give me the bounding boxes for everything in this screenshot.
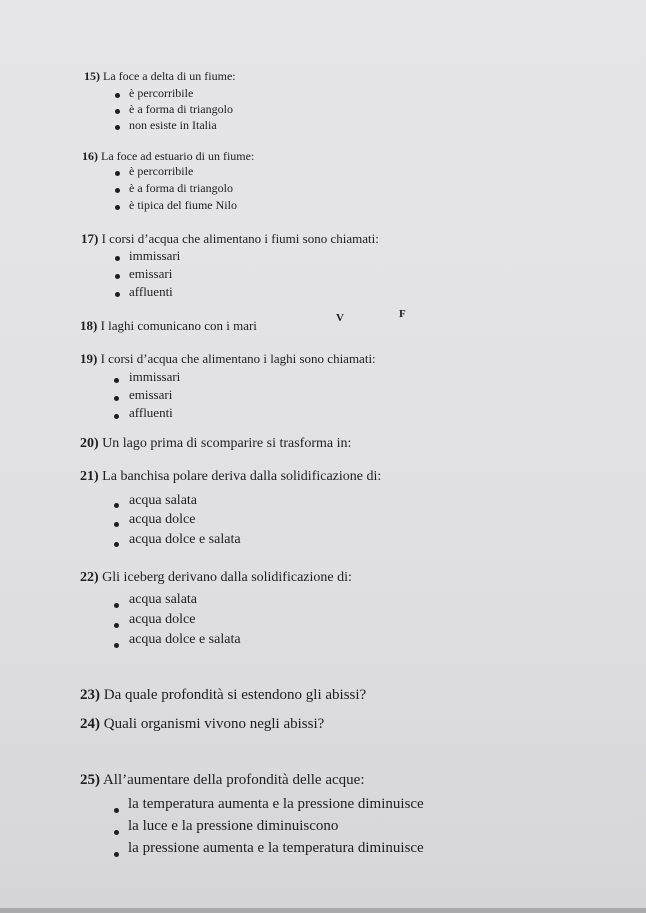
question-text: Da quale profondità si estendono gli abissi? xyxy=(103,687,367,703)
question-25-title xyxy=(80,772,365,789)
question-number: 25) xyxy=(80,772,100,788)
option: affluenti xyxy=(129,284,173,299)
question-text: La banchisa polare deriva dalla solidificazione di: xyxy=(102,469,382,484)
option: la temperatura aumenta e la pressione diminuisce xyxy=(128,796,424,812)
bullet-icon xyxy=(115,205,120,210)
option: affluenti xyxy=(129,405,173,420)
option: non esiste in Italia xyxy=(129,118,217,132)
option: è percorribile xyxy=(129,86,194,100)
bullet-icon xyxy=(114,830,119,835)
question-number: 23) xyxy=(80,687,100,703)
question-number: 20) xyxy=(80,436,99,451)
option: la luce e la pressione diminuiscono xyxy=(128,818,339,834)
question-text: Quali organismi vivono negli abissi? xyxy=(103,716,325,732)
question-19-title xyxy=(80,351,376,367)
paper-edge xyxy=(0,908,646,913)
question-text: I corsi d’acqua che alimentano i fiumi sono chiamati: xyxy=(101,231,379,246)
option: acqua dolce e salata xyxy=(129,532,241,547)
question-text: I laghi comunicano con i mari xyxy=(100,318,257,333)
option: acqua dolce xyxy=(129,512,196,527)
bullet-icon xyxy=(114,522,119,527)
question-text: La foce a delta di un fiume: xyxy=(103,69,236,83)
question-number: 17) xyxy=(81,231,99,246)
bullet-icon xyxy=(115,109,120,114)
question-text: Un lago prima di scomparire si trasforma in: xyxy=(102,436,352,451)
false-option: F xyxy=(399,308,406,320)
option: immissari xyxy=(129,369,181,384)
bullet-icon xyxy=(114,378,119,383)
question-24-title xyxy=(80,716,324,733)
question-16-title xyxy=(82,149,254,164)
question-number: 19) xyxy=(80,351,98,366)
question-18-title xyxy=(80,318,257,334)
question-22-title xyxy=(80,570,352,586)
bullet-icon xyxy=(115,93,120,98)
bullet-icon xyxy=(114,808,119,813)
bullet-icon xyxy=(115,188,120,193)
option: acqua salata xyxy=(129,592,198,607)
option: è a forma di triangolo xyxy=(129,181,233,195)
bullet-icon xyxy=(114,623,119,628)
option: emissari xyxy=(129,387,173,402)
bullet-icon xyxy=(114,603,119,608)
question-number: 16) xyxy=(82,149,98,163)
question-text: Gli iceberg derivano dalla solidificazione di: xyxy=(102,570,352,585)
bullet-icon xyxy=(115,274,120,279)
bullet-icon xyxy=(114,852,119,857)
option: acqua salata xyxy=(129,493,198,508)
option: emissari xyxy=(129,266,173,281)
question-20-title xyxy=(80,436,351,452)
question-number: 22) xyxy=(80,570,99,585)
bullet-icon xyxy=(114,503,119,508)
bullet-icon xyxy=(114,414,119,419)
bullet-icon xyxy=(114,396,119,401)
option: acqua dolce xyxy=(129,612,196,627)
option: immissari xyxy=(129,248,181,263)
option: la pressione aumenta e la temperatura diminuisce xyxy=(128,840,424,856)
option: è tipica del fiume Nilo xyxy=(129,198,237,212)
question-17-title xyxy=(81,231,379,247)
bullet-icon xyxy=(115,256,120,261)
question-number: 18) xyxy=(80,318,98,333)
question-23-title xyxy=(80,687,366,704)
bullet-icon xyxy=(114,542,119,547)
question-text: All’aumentare della profondità delle acque: xyxy=(102,772,365,788)
option: acqua dolce e salata xyxy=(129,632,241,647)
option: è percorribile xyxy=(129,164,194,178)
bullet-icon xyxy=(115,125,120,130)
bullet-icon xyxy=(115,171,120,176)
question-15-title xyxy=(84,69,236,84)
question-text: I corsi d’acqua che alimentano i laghi sono chiamati: xyxy=(100,351,376,366)
question-text: La foce ad estuario di un fiume: xyxy=(101,149,255,163)
question-number: 15) xyxy=(84,69,100,83)
question-number: 21) xyxy=(80,469,99,484)
question-number: 24) xyxy=(80,716,100,732)
question-21-title xyxy=(80,469,381,485)
true-option: V xyxy=(336,312,344,324)
bullet-icon xyxy=(114,643,119,648)
option: è a forma di triangolo xyxy=(129,102,233,116)
bullet-icon xyxy=(115,292,120,297)
